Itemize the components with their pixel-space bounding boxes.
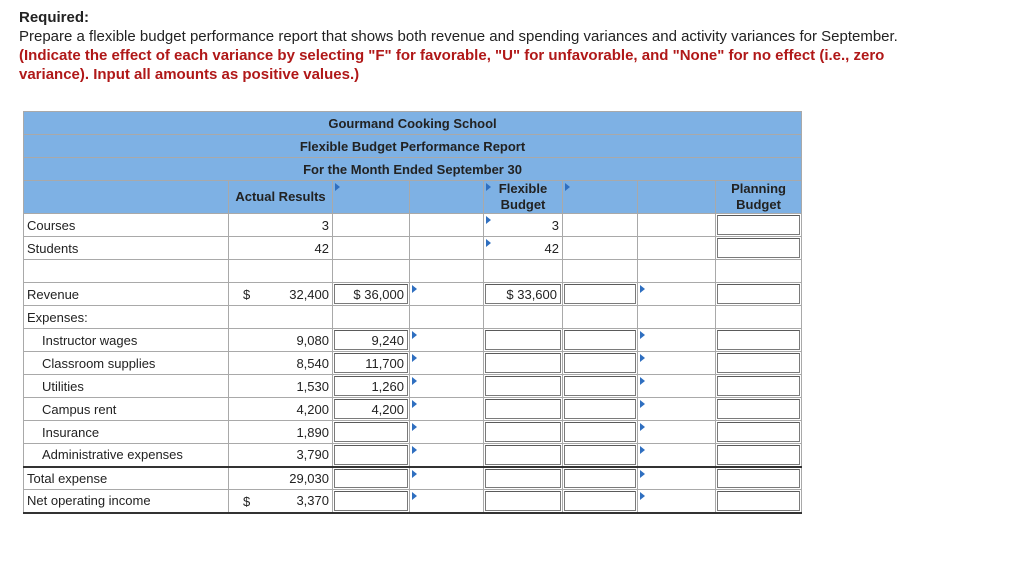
dropdown-flag-icon [412, 354, 417, 362]
header-flexible-budget: Flexible Budget [484, 181, 563, 214]
actual-value: 42 [229, 237, 333, 260]
row-classroom-supplies [24, 352, 802, 375]
variance-input[interactable] [563, 398, 638, 421]
row-utilities [24, 375, 802, 398]
dropdown-flag-icon [640, 446, 645, 454]
flexible-input[interactable] [484, 375, 563, 398]
input-box[interactable] [485, 445, 561, 465]
planning-input[interactable] [716, 329, 802, 352]
variance-type-select[interactable] [638, 444, 716, 467]
variance-input[interactable] [333, 490, 410, 513]
header-blank-2 [638, 181, 716, 214]
instruction-note-1: (Indicate the effect of each variance by selecting "F" for favorable, "U" for unfavorable, and "None" for no effect (i.e., zero [19, 47, 885, 64]
variance-type-select[interactable] [410, 421, 484, 444]
input-box[interactable] [717, 353, 800, 373]
row-label: Insurance [24, 421, 229, 444]
dropdown-flag-icon [412, 331, 417, 339]
dropdown-flag-icon [640, 470, 645, 478]
flexible-value[interactable] [484, 283, 563, 306]
flexible-input[interactable] [484, 444, 563, 467]
input-box[interactable] [717, 445, 800, 465]
row-instructor-wages [24, 329, 802, 352]
report-title: Gourmand Cooking School [24, 112, 802, 135]
dropdown-flag-icon [412, 423, 417, 431]
input-box[interactable]: 1,260 [334, 376, 408, 396]
input-box[interactable] [485, 469, 561, 489]
dropdown-flag-icon [412, 377, 417, 385]
flexible-value: 3 [484, 214, 563, 237]
report-subtitle: Flexible Budget Performance Report [24, 135, 802, 158]
row-students [24, 237, 802, 260]
flexible-input[interactable] [484, 467, 563, 490]
input-box[interactable]: 4,200 [334, 399, 408, 419]
input-box[interactable] [717, 284, 800, 304]
dropdown-flag-icon [412, 400, 417, 408]
dropdown-flag-icon [640, 400, 645, 408]
actual-value: 1,890 [229, 421, 333, 444]
performance-report-table [23, 111, 802, 514]
row-label: Instructor wages [24, 329, 229, 352]
row-label: Campus rent [24, 398, 229, 421]
variance-type-select[interactable] [638, 375, 716, 398]
variance-type-select[interactable] [638, 329, 716, 352]
actual-value: $ 3,370 [229, 490, 333, 513]
input-box[interactable] [564, 399, 636, 419]
input-box[interactable] [717, 215, 800, 235]
dropdown-flag-icon [412, 492, 417, 500]
actual-value: $ 32,400 [229, 283, 333, 306]
actual-value: 29,030 [229, 467, 333, 490]
header-variance-2[interactable] [563, 181, 638, 214]
variance-input[interactable] [333, 375, 410, 398]
planning-input[interactable] [716, 237, 802, 260]
flexible-input[interactable] [484, 490, 563, 513]
input-box[interactable] [334, 445, 408, 465]
variance-type-select[interactable] [638, 398, 716, 421]
input-box[interactable] [334, 422, 408, 442]
dropdown-flag-icon [412, 446, 417, 454]
row-label: Classroom supplies [24, 352, 229, 375]
row-courses [24, 214, 802, 237]
flexible-input[interactable] [484, 352, 563, 375]
variance-input[interactable] [563, 421, 638, 444]
input-box[interactable] [564, 469, 636, 489]
variance-type-select[interactable] [410, 467, 484, 490]
revenue-variance-input[interactable] [333, 283, 410, 306]
row-label: Net operating income [24, 490, 229, 513]
planning-input[interactable] [716, 398, 802, 421]
dropdown-flag-icon [486, 216, 491, 224]
planning-input[interactable] [716, 352, 802, 375]
header-label [24, 181, 229, 214]
flexible-input[interactable] [484, 421, 563, 444]
input-box[interactable] [564, 330, 636, 350]
input-box[interactable] [564, 422, 636, 442]
variance-input[interactable] [563, 375, 638, 398]
planning-input[interactable] [716, 444, 802, 467]
row-label: Administrative expenses [24, 444, 229, 467]
actual-value: 4,200 [229, 398, 333, 421]
row-revenue [24, 283, 802, 306]
row-total-expense [24, 467, 802, 490]
variance-type-select[interactable] [410, 352, 484, 375]
input-box[interactable] [717, 469, 800, 489]
input-box[interactable] [717, 422, 800, 442]
row-label: Students [24, 237, 229, 260]
input-box[interactable] [334, 491, 408, 511]
actual-value: 1,530 [229, 375, 333, 398]
variance-type-select[interactable] [638, 421, 716, 444]
actual-value: 3,790 [229, 444, 333, 467]
input-box[interactable] [564, 376, 636, 396]
row-expenses [24, 306, 802, 329]
report-period: For the Month Ended September 30 [24, 158, 802, 181]
planning-input[interactable] [716, 421, 802, 444]
variance-input[interactable] [333, 444, 410, 467]
input-box[interactable]: 11,700 [334, 353, 408, 373]
actual-value: 8,540 [229, 352, 333, 375]
input-box[interactable] [564, 284, 636, 304]
dropdown-flag-icon [486, 239, 491, 247]
variance-input[interactable] [563, 352, 638, 375]
dropdown-flag-icon [640, 354, 645, 362]
dropdown-flag-icon [486, 183, 491, 191]
variance-input[interactable] [563, 329, 638, 352]
variance-input[interactable] [333, 329, 410, 352]
actual-value: 3 [229, 214, 333, 237]
header-actual-results: Actual Results [229, 181, 333, 214]
variance-input[interactable] [563, 444, 638, 467]
variance-type-select[interactable] [638, 490, 716, 513]
variance-type-select[interactable] [410, 444, 484, 467]
instruction-note-2: variance). Input all amounts as positive values.) [19, 66, 360, 83]
input-box[interactable] [564, 445, 636, 465]
variance-input[interactable] [563, 490, 638, 513]
input-box[interactable] [564, 353, 636, 373]
row-insurance [24, 421, 802, 444]
variance-type-select[interactable] [410, 375, 484, 398]
variance-input[interactable] [563, 283, 638, 306]
input-box[interactable] [717, 330, 800, 350]
variance-type-select[interactable] [638, 283, 716, 306]
instructions [19, 8, 1009, 84]
instruction-text: Prepare a flexible budget performance report that shows both revenue and spending variances and activity variances for September. [19, 28, 898, 45]
input-box[interactable] [485, 399, 561, 419]
row-label: Courses [24, 214, 229, 237]
flexible-input[interactable] [484, 329, 563, 352]
row-label: Total expense [24, 467, 229, 490]
variance-input[interactable] [333, 352, 410, 375]
header-variance-1[interactable] [333, 181, 410, 214]
input-box[interactable] [485, 422, 561, 442]
variance-input[interactable] [333, 398, 410, 421]
dropdown-flag-icon [565, 183, 570, 191]
input-box[interactable] [334, 469, 408, 489]
dropdown-flag-icon [640, 285, 645, 293]
variance-type-select[interactable] [410, 329, 484, 352]
planning-input[interactable] [716, 490, 802, 513]
input-box[interactable] [485, 330, 561, 350]
variance-type-select[interactable] [410, 283, 484, 306]
input-box[interactable]: 9,240 [334, 330, 408, 350]
required-heading: Required: [19, 9, 90, 26]
planning-input[interactable] [716, 375, 802, 398]
dropdown-flag-icon [640, 492, 645, 500]
dropdown-flag-icon [640, 423, 645, 431]
dropdown-flag-icon [640, 377, 645, 385]
input-box[interactable] [717, 376, 800, 396]
row-net-operating-income [24, 490, 802, 513]
input-box[interactable]: $ 33,600 [485, 284, 561, 304]
row-administrative-expenses [24, 444, 802, 467]
input-box[interactable] [717, 238, 800, 258]
actual-value: 9,080 [229, 329, 333, 352]
dropdown-flag-icon [640, 331, 645, 339]
planning-input[interactable] [716, 467, 802, 490]
flexible-input[interactable] [484, 398, 563, 421]
input-box[interactable] [564, 491, 636, 511]
input-box[interactable] [717, 399, 800, 419]
dropdown-flag-icon [335, 183, 340, 191]
input-box[interactable] [485, 353, 561, 373]
dropdown-flag-icon [412, 285, 417, 293]
planning-input[interactable] [716, 214, 802, 237]
variance-input[interactable] [333, 467, 410, 490]
row-label: Utilities [24, 375, 229, 398]
input-box[interactable] [485, 491, 561, 511]
variance-type-select[interactable] [638, 352, 716, 375]
row-label: Revenue [24, 283, 229, 306]
variance-input[interactable] [563, 467, 638, 490]
flexible-value: 42 [484, 237, 563, 260]
row-campus-rent [24, 398, 802, 421]
dropdown-flag-icon [412, 470, 417, 478]
variance-input[interactable] [333, 421, 410, 444]
row-label: Expenses: [24, 306, 229, 329]
variance-type-select[interactable] [638, 467, 716, 490]
input-box[interactable] [717, 491, 800, 511]
header-blank-1 [410, 181, 484, 214]
header-planning-budget: Planning Budget [716, 181, 802, 214]
input-box[interactable]: $ 36,000 [334, 284, 408, 304]
input-box[interactable] [485, 376, 561, 396]
variance-type-select[interactable] [410, 398, 484, 421]
planning-input[interactable] [716, 283, 802, 306]
variance-type-select[interactable] [410, 490, 484, 513]
